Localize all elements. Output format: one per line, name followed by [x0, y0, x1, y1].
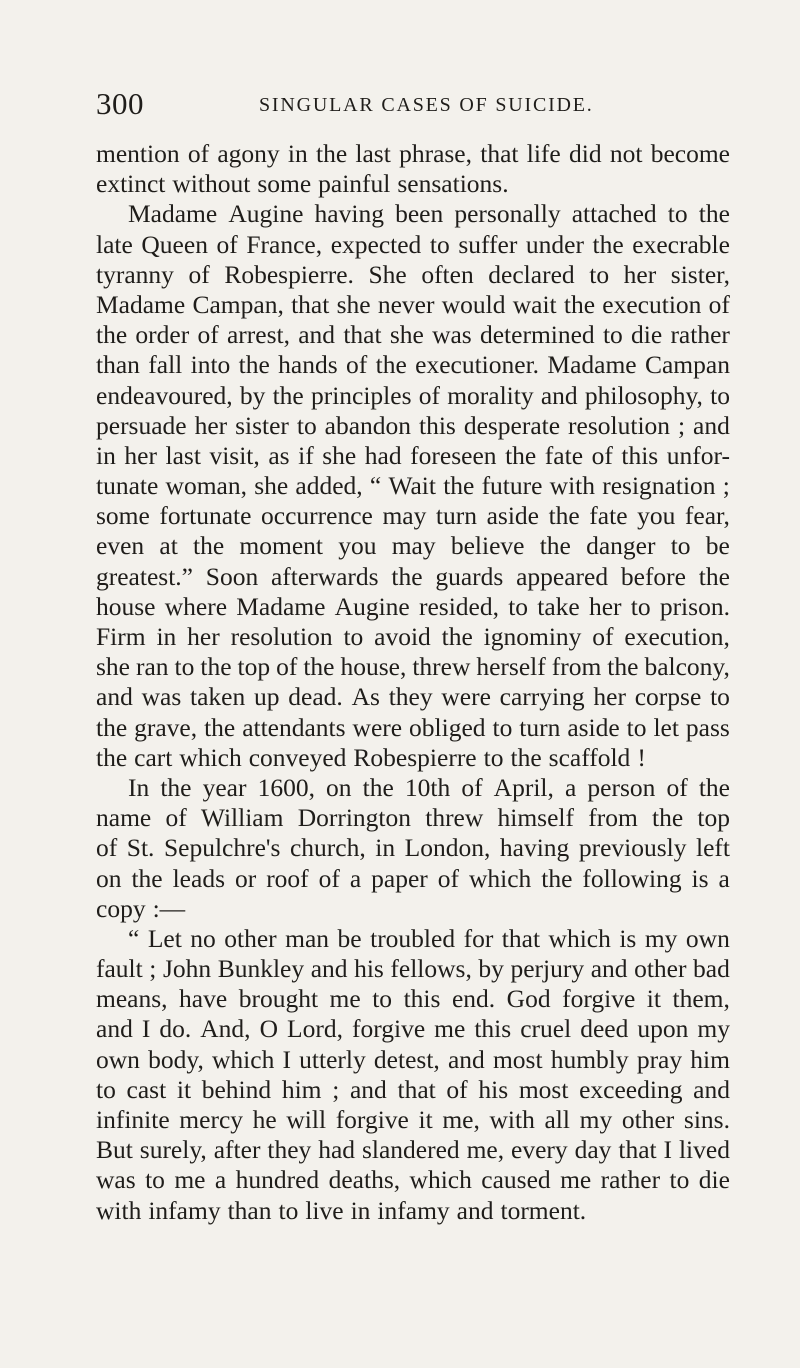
- page-number: 300: [96, 86, 144, 121]
- text-line: own body, which I utterly detest, and most humbly pray him: [96, 1044, 730, 1074]
- text-line: copy :—: [96, 893, 186, 923]
- text-line: endeavoured, by the principles of morality and philosophy, to: [96, 380, 730, 410]
- text-line: mention of agony in the last phrase, that life did not become: [96, 139, 730, 168]
- text-line: means, have brought me to this end. God forgive it them,: [96, 984, 730, 1014]
- text-line: in her last visit, as if she had foreseen the fate of this unfor-: [96, 440, 730, 470]
- text-line: she ran to the top of the house, threw herself from the balcony,: [96, 652, 730, 682]
- text-line: tyranny of Robespierre. She often declared to her sister,: [96, 259, 730, 289]
- running-title: SINGULAR CASES OF SUICIDE.: [259, 94, 594, 116]
- text-line: name of William Dorrington threw himself from the top: [96, 803, 730, 833]
- text-line: fault ; John Bunkley and his fellows, by perjury and other bad: [96, 954, 730, 984]
- text-line: on the leads or roof of a paper of which the following is a: [96, 863, 730, 893]
- text-line: to cast it behind him ; and that of his most exceeding and: [96, 1074, 730, 1104]
- text-line: greatest.” Soon afterwards the guards appeared before the: [96, 561, 730, 591]
- text-line: extinct without some painful sensations.: [96, 169, 509, 199]
- text-line: “ Let no other man be troubled for that which is my own: [128, 923, 730, 953]
- text-line: Madame Augine having been personally attached to the: [128, 199, 730, 229]
- text-line: persuade her sister to abandon this desperate resolution ; and: [96, 410, 730, 440]
- text-line: with infamy than to live in infamy and torment.: [96, 1195, 587, 1225]
- text-line: In the year 1600, on the 10th of April, a person of the: [128, 772, 730, 802]
- text-line: But surely, after they had slandered me, every day that I lived: [96, 1135, 730, 1165]
- page-header: [96, 84, 730, 124]
- text-line: tunate woman, she added, “ Wait the future with resignation ;: [96, 471, 730, 501]
- text-line: late Queen of France, expected to suffer under the execrable: [96, 229, 730, 259]
- body-text: [96, 139, 730, 1226]
- text-line: than fall into the hands of the executioner. Madame Campan: [96, 350, 730, 380]
- text-line: of St. Sepulchre's church, in London, having previously left: [96, 833, 730, 863]
- text-line: and was taken up dead. As they were carrying her corpse to: [96, 682, 730, 712]
- text-line: Firm in her resolution to avoid the ignominy of execution,: [96, 622, 730, 651]
- text-line: Madame Campan, that she never would wait the execution of: [96, 289, 730, 319]
- text-line: infinite mercy he will forgive it me, with all my other sins.: [96, 1105, 730, 1134]
- text-line: house where Madame Augine resided, to take her to prison.: [96, 591, 730, 621]
- text-line: even at the moment you may believe the danger to be: [96, 531, 730, 561]
- text-line: was to me a hundred deaths, which caused me rather to die: [96, 1165, 730, 1195]
- text-line: the order of arrest, and that she was determined to die rather: [96, 320, 730, 350]
- text-line: and I do. And, O Lord, forgive me this cruel deed upon my: [96, 1014, 730, 1044]
- text-line: some fortunate occurrence may turn aside the fate you fear,: [96, 501, 730, 531]
- text-line: the grave, the attendants were obliged to turn aside to let pass: [96, 712, 730, 742]
- text-line: the cart which conveyed Robespierre to the scaffold !: [96, 742, 646, 772]
